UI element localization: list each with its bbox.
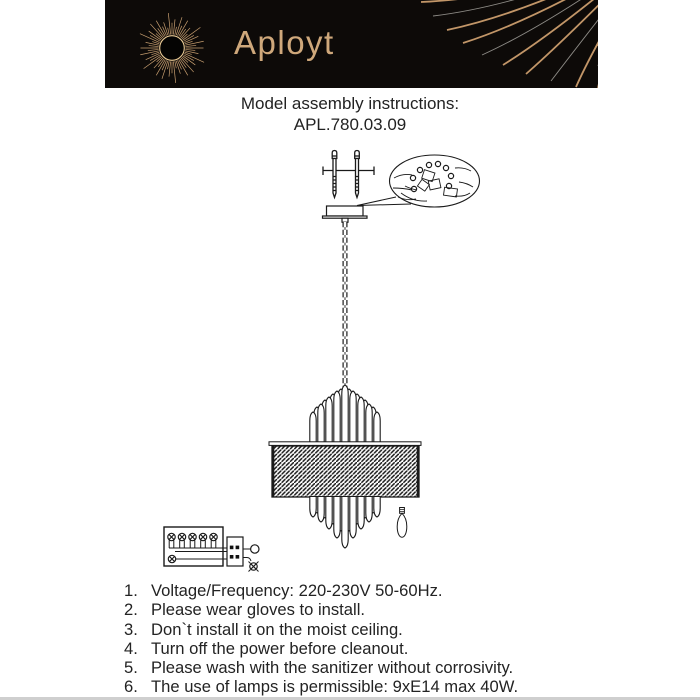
crystal-rod (334, 391, 340, 444)
wire-connection-sketch (393, 161, 473, 201)
banner-decorations (105, 0, 598, 88)
item-text: Please wear gloves to install. (151, 600, 365, 620)
crystal-rod (310, 412, 316, 444)
item-text: Don`t install it on the moist ceiling. (151, 619, 403, 639)
crystal-crown (310, 385, 380, 444)
sunburst-logo-icon (140, 13, 204, 83)
title-block (0, 93, 700, 135)
item-text: Voltage/Frequency: 220-230V 50-60Hz. (151, 581, 443, 600)
corner-rays-icon (421, 0, 598, 88)
item-text: Please wash with the sanitizer without corrosivity. (151, 658, 514, 678)
crown-plate (269, 442, 421, 446)
lamp-symbol (178, 533, 185, 540)
item-number: 2. (124, 600, 138, 620)
crystal-rod (334, 497, 340, 539)
crystal-rod (310, 497, 316, 518)
list-item (124, 677, 518, 696)
wiring-detail-callout (357, 155, 480, 207)
crystal-rod (342, 385, 348, 444)
lamp-symbol (199, 533, 206, 540)
loop-connector (251, 545, 259, 553)
item-number: 4. (124, 638, 138, 658)
candle-bulb (397, 508, 407, 538)
item-number: 5. (124, 658, 138, 678)
mounting-screw (355, 151, 360, 198)
drum-shade (272, 446, 419, 497)
brand-name: Aployt (234, 24, 335, 61)
list-item (124, 600, 518, 619)
terminal-block (227, 537, 243, 566)
assembly-diagram (0, 140, 700, 600)
crystal-rod (326, 397, 332, 444)
item-text: The use of lamps is permissible: 9xE14 max 40W. (151, 677, 519, 697)
mounting-bracket (323, 151, 374, 198)
page-title: Model assembly instructions: (240, 94, 460, 113)
lamp-symbol (250, 563, 257, 570)
list-item (124, 658, 518, 677)
lamp-symbol (168, 533, 175, 540)
model-number: APL.780.03.09 (293, 115, 407, 134)
instruction-list (124, 581, 518, 697)
crystal-rod (358, 497, 364, 530)
crystal-rod (358, 397, 364, 444)
wiring-schematic (164, 527, 259, 572)
crystal-rod (350, 391, 356, 444)
crystal-rod (350, 497, 356, 539)
list-item (124, 620, 518, 639)
crystal-rod (318, 404, 324, 444)
crystal-rod (366, 404, 372, 444)
item-text: Turn off the power before cleanout. (151, 638, 409, 658)
crystal-rod (374, 497, 380, 518)
crystal-rod (366, 497, 372, 523)
crystal-rod (374, 412, 380, 444)
item-number: 3. (124, 619, 138, 639)
crystal-rod (342, 497, 348, 549)
list-item (124, 639, 518, 658)
crystal-rod (318, 497, 324, 523)
item-number: 6. (124, 677, 138, 697)
brand-banner (105, 0, 598, 88)
lamp-symbol (189, 533, 196, 540)
mounting-screw (332, 151, 337, 198)
crystal-rod (326, 497, 332, 530)
list-item (124, 581, 518, 600)
item-number: 1. (124, 581, 138, 600)
ceiling-canopy (323, 206, 368, 222)
crystal-tiers (310, 497, 380, 549)
lamp-symbol (168, 555, 175, 562)
lamp-symbol (210, 533, 217, 540)
